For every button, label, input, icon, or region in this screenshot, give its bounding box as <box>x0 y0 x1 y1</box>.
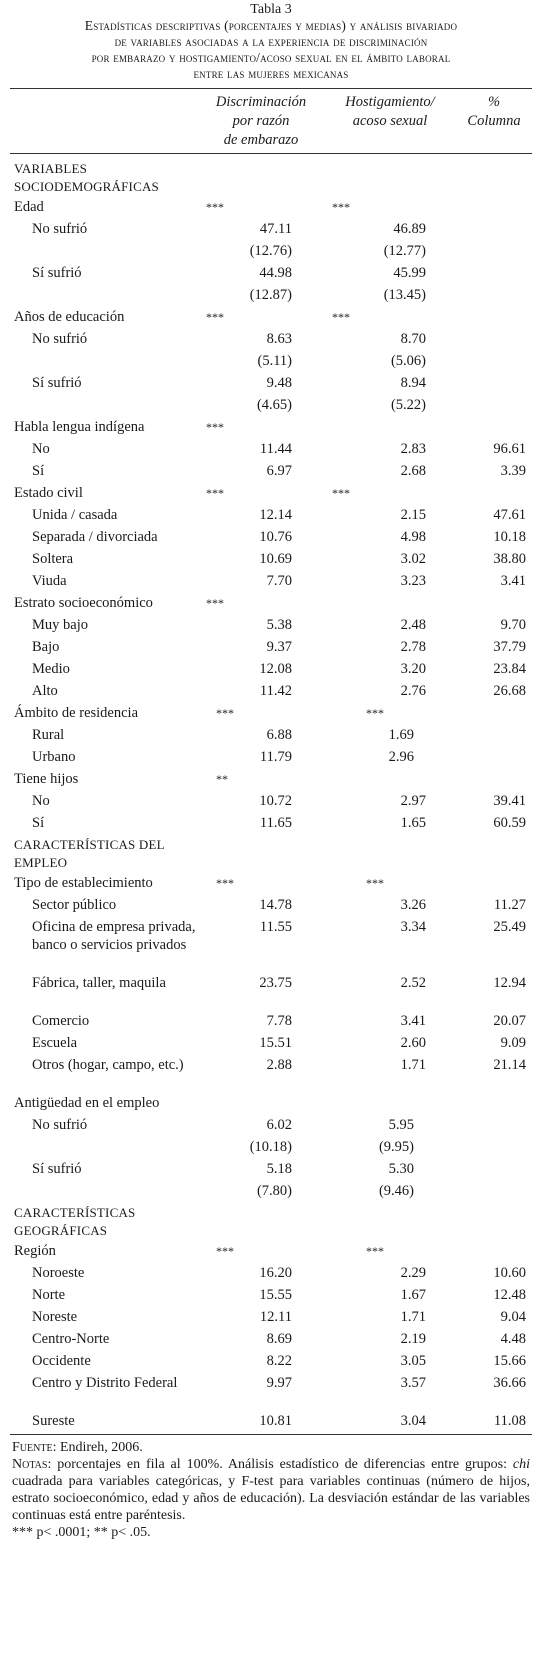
variable-row <box>10 768 532 790</box>
cell-discriminacion: 11.79 <box>259 749 292 765</box>
variable-row <box>10 872 532 894</box>
cell-columna: 4.48 <box>500 1331 526 1347</box>
row-label: Alto <box>32 683 58 699</box>
cell-columna: 47.61 <box>493 507 526 523</box>
cell-discriminacion: 14.78 <box>259 897 292 913</box>
table-row <box>10 746 532 768</box>
row-label: Noroeste <box>32 1265 85 1281</box>
cell-hostigamiento: 2.48 <box>400 617 426 633</box>
header-col3-line2: Columna <box>467 113 521 129</box>
table-row <box>10 724 532 746</box>
cell-hostigamiento: 3.05 <box>400 1353 426 1369</box>
row-label: Años de educación <box>14 309 125 325</box>
table-row <box>10 504 532 526</box>
cell-hostigamiento: (9.46) <box>378 1183 414 1199</box>
header-col1-line3: de embarazo <box>223 132 299 148</box>
row-label: Bajo <box>32 639 60 655</box>
table-row <box>10 1262 532 1284</box>
row-label: Sureste <box>32 1413 75 1429</box>
header-col1-line2: por razón <box>232 113 290 129</box>
header-discriminacion <box>206 93 316 150</box>
cell-discriminacion: 12.08 <box>259 661 292 677</box>
cell-discriminacion: 11.65 <box>259 815 292 831</box>
row-label: Sí <box>32 815 45 831</box>
cell-discriminacion: 8.69 <box>266 1331 292 1347</box>
cell-hostigamiento: 46.89 <box>393 221 426 237</box>
cell-columna: 12.48 <box>493 1287 526 1303</box>
table-row <box>10 1410 532 1432</box>
row-label: Región <box>14 1243 56 1259</box>
cell-hostigamiento: 3.23 <box>400 573 426 589</box>
cell-hostigamiento: 2.15 <box>400 507 426 523</box>
significance-marker: *** <box>366 706 384 720</box>
cell-discriminacion: 11.55 <box>259 919 292 935</box>
cell-discriminacion: 9.37 <box>266 639 292 655</box>
cell-discriminacion: 6.02 <box>266 1117 292 1133</box>
row-label: Sí sufrió <box>32 1161 82 1177</box>
variable-row <box>10 482 532 504</box>
significance-marker: *** <box>206 310 224 324</box>
cell-columna: 11.08 <box>493 1413 526 1429</box>
cell-discriminacion: (7.80) <box>256 1183 292 1199</box>
row-label: Sí <box>32 463 45 479</box>
row-label: Edad <box>14 199 44 215</box>
cell-discriminacion: 47.11 <box>259 221 292 237</box>
cell-hostigamiento: 5.30 <box>388 1161 414 1177</box>
significance-marker: *** <box>332 200 350 214</box>
cell-discriminacion: 8.22 <box>266 1353 292 1369</box>
cell-discriminacion: 6.97 <box>266 463 292 479</box>
cell-columna: 3.41 <box>500 573 526 589</box>
cell-discriminacion: 15.51 <box>259 1035 292 1051</box>
table-row <box>10 894 532 916</box>
header-columna <box>458 93 530 131</box>
cell-discriminacion: (5.11) <box>257 353 292 369</box>
row-label: No sufrió <box>32 1117 88 1133</box>
variable-row <box>10 306 532 328</box>
variable-row <box>10 702 532 724</box>
table-row <box>10 916 532 972</box>
table-row <box>10 438 532 460</box>
cell-columna: 15.66 <box>493 1353 526 1369</box>
row-label: Ámbito de residencia <box>14 705 139 721</box>
cell-columna: 20.07 <box>493 1013 526 1029</box>
table-row <box>10 1158 532 1180</box>
table-row <box>10 1114 532 1136</box>
notes-chi: chi <box>512 1457 530 1472</box>
cell-hostigamiento: 1.71 <box>400 1057 426 1073</box>
table-row <box>10 1010 532 1032</box>
cell-hostigamiento: 2.83 <box>400 441 426 457</box>
row-label: Oficina de empresa privada, banco o servicios privados <box>32 919 196 953</box>
row-label: Tiene hijos <box>14 771 79 787</box>
cell-discriminacion: (4.65) <box>256 397 292 413</box>
cell-discriminacion: (12.76) <box>249 243 292 259</box>
row-label: Viuda <box>32 573 67 589</box>
row-label: Centro y Distrito Federal <box>32 1375 178 1391</box>
row-label: No sufrió <box>32 221 88 237</box>
cell-columna: 11.27 <box>493 897 526 913</box>
header-col3-line1: % <box>487 94 501 110</box>
cell-hostigamiento: 2.76 <box>400 683 426 699</box>
table-notes <box>10 1435 532 1541</box>
cell-hostigamiento: 3.04 <box>400 1413 426 1429</box>
cell-columna: 26.68 <box>493 683 526 699</box>
cell-columna: 3.39 <box>500 463 526 479</box>
table-row <box>10 570 532 592</box>
cell-discriminacion: (12.87) <box>249 287 292 303</box>
cell-columna: 10.60 <box>493 1265 526 1281</box>
cell-discriminacion: 9.48 <box>266 375 292 391</box>
table-row <box>10 460 532 482</box>
cell-hostigamiento: (5.22) <box>390 397 426 413</box>
cell-hostigamiento: 1.69 <box>388 727 414 743</box>
notes-label: Notas <box>12 1457 48 1472</box>
cell-hostigamiento: 2.52 <box>400 975 426 991</box>
cell-columna: 25.49 <box>493 919 526 935</box>
row-label: Sí sufrió <box>32 375 82 391</box>
cell-discriminacion: 11.42 <box>259 683 292 699</box>
cell-discriminacion: 6.88 <box>266 727 292 743</box>
notes-paragraph <box>12 1456 530 1524</box>
table-document <box>10 0 532 1541</box>
table-row <box>10 1054 532 1092</box>
row-label: No <box>32 441 50 457</box>
cell-columna: 36.66 <box>493 1375 526 1391</box>
table-row <box>10 526 532 548</box>
cell-hostigamiento: 8.70 <box>400 331 426 347</box>
row-label: Antigüedad en el empleo <box>14 1095 160 1111</box>
cell-columna: 38.80 <box>493 551 526 567</box>
cell-hostigamiento: 2.60 <box>400 1035 426 1051</box>
cell-discriminacion: 7.70 <box>266 573 292 589</box>
row-label: CARACTERÍSTICAS DEL EMPLEO <box>14 837 165 870</box>
cell-columna: 39.41 <box>493 793 526 809</box>
row-label: No sufrió <box>32 331 88 347</box>
cell-columna: 96.61 <box>493 441 526 457</box>
variable-row <box>10 416 532 438</box>
cell-hostigamiento: 4.98 <box>400 529 426 545</box>
cell-hostigamiento: 2.96 <box>388 749 414 765</box>
cell-hostigamiento: 1.71 <box>400 1309 426 1325</box>
row-label: Rural <box>32 727 65 743</box>
table-row <box>10 636 532 658</box>
cell-columna: 21.14 <box>493 1057 526 1073</box>
cell-discriminacion: 16.20 <box>259 1265 292 1281</box>
cell-discriminacion: 10.76 <box>259 529 292 545</box>
cell-columna: 60.59 <box>493 815 526 831</box>
table-row <box>10 394 532 416</box>
row-label: Fábrica, taller, maquila <box>32 975 166 991</box>
table-body <box>10 154 532 1432</box>
cell-discriminacion: 2.88 <box>266 1057 292 1073</box>
cell-discriminacion: 44.98 <box>259 265 292 281</box>
table-row <box>10 1372 532 1410</box>
variable-row <box>10 196 532 218</box>
source-note <box>12 1439 530 1456</box>
header-hostigamiento <box>336 93 444 131</box>
header-col2-line1: Hostigamiento/ <box>345 94 435 110</box>
cell-discriminacion: 7.78 <box>266 1013 292 1029</box>
source-label: Fuente <box>12 1440 53 1455</box>
cell-hostigamiento: 2.97 <box>400 793 426 809</box>
cell-discriminacion: 10.81 <box>259 1413 292 1429</box>
cell-discriminacion: (10.18) <box>249 1139 292 1155</box>
row-label: Medio <box>32 661 70 677</box>
table-row <box>10 262 532 284</box>
row-label: Comercio <box>32 1013 90 1029</box>
cell-hostigamiento: 5.95 <box>388 1117 414 1133</box>
table-row <box>10 218 532 240</box>
table-row <box>10 240 532 262</box>
variable-row <box>10 1092 532 1114</box>
cell-discriminacion: 5.18 <box>266 1161 292 1177</box>
significance-marker: *** <box>206 596 224 610</box>
cell-columna: 9.09 <box>500 1035 526 1051</box>
row-label: Sector público <box>32 897 117 913</box>
cell-discriminacion: 10.72 <box>259 793 292 809</box>
cell-hostigamiento: 3.57 <box>400 1375 426 1391</box>
cell-columna: 37.79 <box>493 639 526 655</box>
row-label: Noreste <box>32 1309 78 1325</box>
cell-hostigamiento: 3.34 <box>400 919 426 935</box>
cell-hostigamiento: (13.45) <box>383 287 426 303</box>
table-row <box>10 614 532 636</box>
row-label: No <box>32 793 50 809</box>
cell-hostigamiento: 2.68 <box>400 463 426 479</box>
cell-hostigamiento: 3.02 <box>400 551 426 567</box>
table-row <box>10 328 532 350</box>
row-label: Estrato socioeconómico <box>14 595 153 611</box>
row-label: Otros (hogar, campo, etc.) <box>32 1057 184 1073</box>
table-row <box>10 1306 532 1328</box>
significance-marker: *** <box>206 486 224 500</box>
cell-hostigamiento: (5.06) <box>390 353 426 369</box>
table-row <box>10 658 532 680</box>
table-header <box>10 89 532 153</box>
cell-hostigamiento: 3.26 <box>400 897 426 913</box>
header-col2-line2: acoso sexual <box>352 113 428 129</box>
section-row <box>10 1202 532 1240</box>
significance-marker: *** <box>216 706 234 720</box>
table-number: Tabla 3 <box>250 2 292 17</box>
cell-discriminacion: 12.11 <box>259 1309 292 1325</box>
row-label: CARACTERÍSTICAS GEOGRÁFICAS <box>14 1205 136 1238</box>
cell-hostigamiento: 2.19 <box>400 1331 426 1347</box>
cell-discriminacion: 15.55 <box>259 1287 292 1303</box>
table-row <box>10 1284 532 1306</box>
cell-columna: 10.18 <box>493 529 526 545</box>
table-row <box>10 1328 532 1350</box>
cell-columna: 12.94 <box>493 975 526 991</box>
table-row <box>10 284 532 306</box>
significance-marker: ** <box>216 772 228 786</box>
caption-line-4: entre las mujeres mexicanas <box>193 66 349 81</box>
table-row <box>10 1180 532 1202</box>
cell-hostigamiento: 1.67 <box>400 1287 426 1303</box>
caption-line-2: de variables asociadas a la experiencia de discriminación <box>114 34 428 49</box>
row-label: Norte <box>32 1287 66 1303</box>
cell-hostigamiento: 2.78 <box>400 639 426 655</box>
significance-marker: *** <box>206 200 224 214</box>
significance-marker: *** <box>332 486 350 500</box>
significance-marker: *** <box>206 420 224 434</box>
cell-discriminacion: 11.44 <box>259 441 292 457</box>
table-row <box>10 548 532 570</box>
cell-discriminacion: 10.69 <box>259 551 292 567</box>
row-label: Soltera <box>32 551 74 567</box>
table-row <box>10 1136 532 1158</box>
cell-hostigamiento: 3.41 <box>400 1013 426 1029</box>
cell-hostigamiento: 3.20 <box>400 661 426 677</box>
table-row <box>10 680 532 702</box>
row-label: Muy bajo <box>32 617 88 633</box>
row-label: Separada / divorciada <box>32 529 158 545</box>
table-row <box>10 790 532 812</box>
variable-row <box>10 592 532 614</box>
cell-columna: 9.70 <box>500 617 526 633</box>
cell-discriminacion: 23.75 <box>259 975 292 991</box>
cell-hostigamiento: 1.65 <box>400 815 426 831</box>
cell-discriminacion: 8.63 <box>266 331 292 347</box>
cell-hostigamiento: 45.99 <box>393 265 426 281</box>
significance-marker: *** <box>216 1244 234 1258</box>
cell-columna: 9.04 <box>500 1309 526 1325</box>
notes-text-a: : porcentajes en fila al 100%. Análisis estadístico de diferencias entre grupos: <box>47 1457 513 1472</box>
significance-marker: *** <box>366 1244 384 1258</box>
row-label: Sí sufrió <box>32 265 82 281</box>
row-label: Unida / casada <box>32 507 118 523</box>
cell-hostigamiento: 2.29 <box>400 1265 426 1281</box>
header-col1-line1: Discriminación <box>215 94 307 110</box>
cell-discriminacion: 9.97 <box>266 1375 292 1391</box>
source-text: : Endireh, 2006. <box>52 1440 143 1455</box>
notes-text-b: cuadrada para variables categóricas, y F-test para variables continuas (número de hijos, estrato socioeconómico, edad y años de educación). La desviación estándar de las variables continuas está entre paréntesis. <box>12 1474 530 1523</box>
table-row <box>10 1032 532 1054</box>
row-label: Habla lengua indígena <box>14 419 145 435</box>
table-row <box>10 972 532 1010</box>
row-label: Urbano <box>32 749 76 765</box>
cell-hostigamiento: (9.95) <box>378 1139 414 1155</box>
table-caption <box>10 0 532 82</box>
significance-marker: *** <box>366 876 384 890</box>
cell-discriminacion: 12.14 <box>259 507 292 523</box>
caption-line-1: Estadísticas descriptivas (porcentajes y medias) y análisis bivariado <box>84 18 458 33</box>
row-label: Centro-Norte <box>32 1331 110 1347</box>
cell-discriminacion: 5.38 <box>266 617 292 633</box>
table-row <box>10 350 532 372</box>
row-label: Escuela <box>32 1035 78 1051</box>
table-row <box>10 812 532 834</box>
section-row <box>10 158 532 196</box>
table-row <box>10 1350 532 1372</box>
cell-hostigamiento: 8.94 <box>400 375 426 391</box>
significance-marker: *** <box>332 310 350 324</box>
row-label: Estado civil <box>14 485 83 501</box>
significance-note: *** p< .0001; ** p< .05. <box>12 1525 151 1540</box>
row-label: Occidente <box>32 1353 91 1369</box>
section-row <box>10 834 532 872</box>
cell-hostigamiento: (12.77) <box>383 243 426 259</box>
caption-line-3: por embarazo y hostigamiento/acoso sexual en el ámbito laboral <box>91 50 451 65</box>
row-label: VARIABLES SOCIODEMOGRÁFICAS <box>14 161 159 194</box>
significance-marker: *** <box>216 876 234 890</box>
table-row <box>10 372 532 394</box>
variable-row <box>10 1240 532 1262</box>
row-label: Tipo de establecimiento <box>14 875 153 891</box>
cell-columna: 23.84 <box>493 661 526 677</box>
